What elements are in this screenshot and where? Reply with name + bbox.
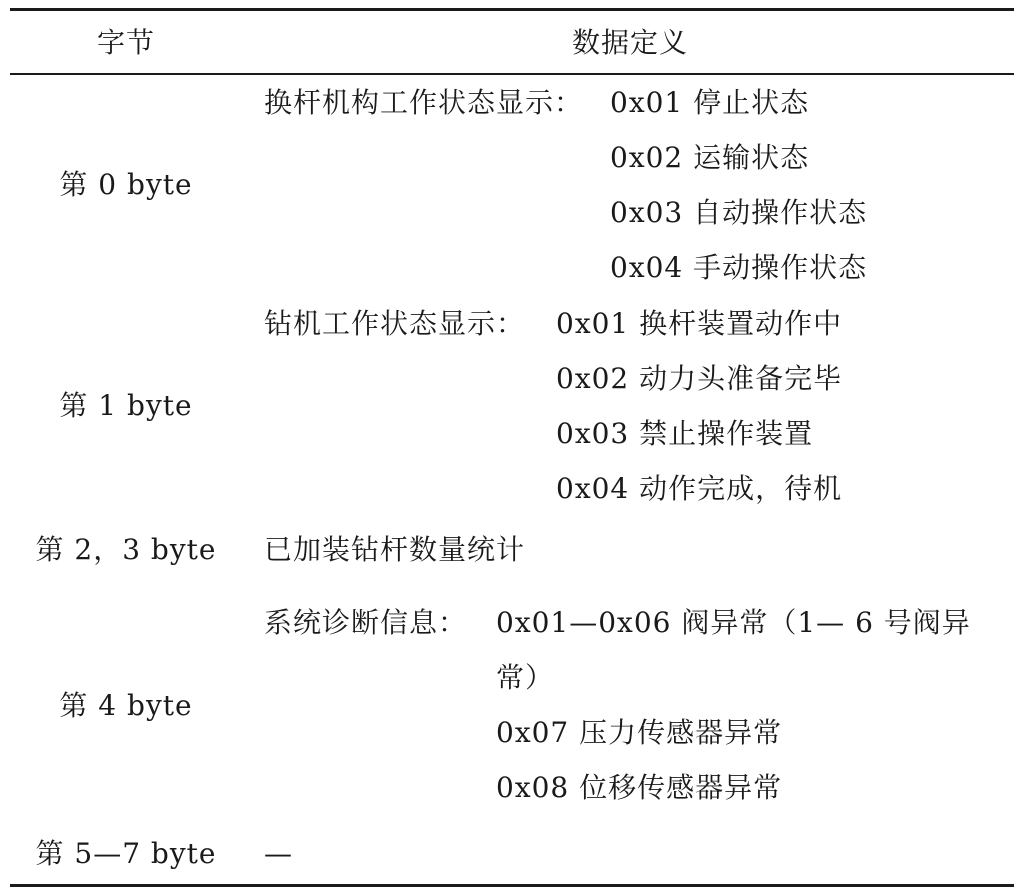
definition-value: 常）: [496, 661, 555, 694]
definition-value: 0x03 禁止操作装置: [556, 417, 814, 450]
definition-value: 0x02 动力头准备完毕: [556, 362, 843, 395]
definition-value: 0x07 压力传感器异常: [496, 716, 783, 749]
byte-cell: 第 2，3 byte: [35, 533, 217, 566]
definition-value: 0x02 运输状态: [610, 141, 810, 174]
byte-cell: 第 1 byte: [59, 389, 193, 422]
definition-value: 0x01 停止状态: [610, 86, 810, 119]
byte-cell: 第 0 byte: [59, 168, 193, 201]
definition-value: 0x04 手动操作状态: [610, 251, 868, 284]
definition-value: 0x08 位移传感器异常: [496, 771, 783, 804]
definition-value: 0x01—0x06 阀异常（1— 6 号阀异: [496, 606, 971, 639]
header-byte: 字节: [96, 26, 155, 59]
header-definition: 数据定义: [571, 26, 688, 59]
definition-value: 0x04 动作完成，待机: [556, 472, 843, 505]
definition-value: 0x03 自动操作状态: [610, 196, 868, 229]
definition-label: —: [264, 837, 293, 870]
header-rule: [10, 73, 1014, 75]
definition-value: 0x01 换杆装置动作中: [556, 307, 843, 340]
definition-label: 系统诊断信息：: [264, 606, 468, 639]
definition-label: 钻机工作状态显示：: [264, 307, 526, 340]
definition-label: 已加装钻杆数量统计: [264, 533, 526, 566]
byte-cell: 第 5—7 byte: [35, 837, 217, 870]
definition-label: 换杆机构工作状态显示：: [264, 86, 584, 119]
table-top-rule: [10, 8, 1014, 11]
table-bottom-rule: [10, 884, 1014, 887]
byte-cell: 第 4 byte: [59, 689, 193, 722]
